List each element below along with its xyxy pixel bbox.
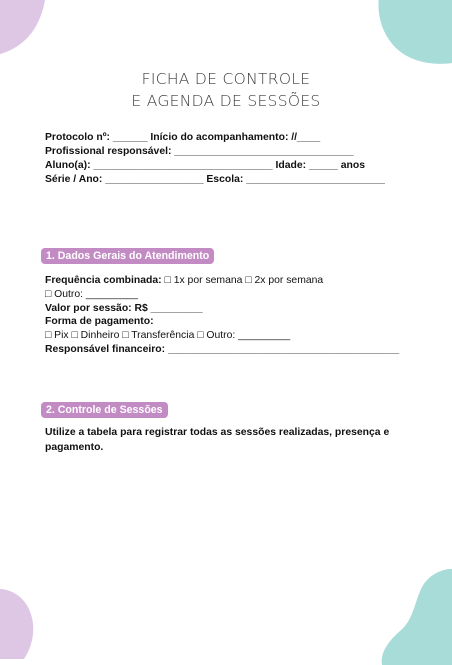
frequencia-row: [45, 274, 323, 287]
frequencia-options[interactable]: □ 1x por semana □ 2x por semana: [164, 275, 324, 286]
decorative-blob-bottom-right: [374, 567, 452, 665]
section-2-instruction: Utilize a tabela para registrar todas as sessões realizadas, presença e pagamento.: [45, 427, 390, 453]
section-1-heading: 1. Dados Gerais do Atendimento: [41, 248, 214, 264]
section-2-heading: 2. Controle de Sessões: [41, 402, 168, 418]
forma-pagamento-label: Forma de pagamento:: [45, 316, 154, 327]
frequencia-label: Frequência combinada:: [45, 275, 162, 286]
decorative-blob-bottom-left: [0, 585, 34, 659]
page-title-line-2: E AGENDA DE SESSÕES: [131, 92, 321, 110]
frequencia-outro-field[interactable]: □ Outro: _________: [45, 289, 138, 300]
aluno-field[interactable]: Aluno(a): _______________________________ Idade: _____ anos: [45, 160, 366, 171]
forma-pagamento-options[interactable]: □ Pix □ Dinheiro □ Transferência □ Outro: _________: [45, 330, 291, 341]
valor-sessao-field[interactable]: Valor por sessão: R$ _________: [45, 303, 203, 314]
profissional-field[interactable]: Profissional responsável: _______________________________: [45, 146, 354, 157]
page-title-line-1: FICHA DE CONTROLE: [141, 70, 311, 88]
decorative-blob-top-left: [0, 0, 48, 58]
decorative-blob-top-right: [370, 0, 452, 64]
protocolo-field[interactable]: Protocolo nº: ______ Início do acompanhamento: //____: [45, 132, 321, 143]
responsavel-financeiro-field[interactable]: Responsável financeiro: ________________________________________: [45, 344, 400, 355]
serie-escola-field[interactable]: Série / Ano: _________________ Escola: ________________________: [45, 174, 385, 185]
